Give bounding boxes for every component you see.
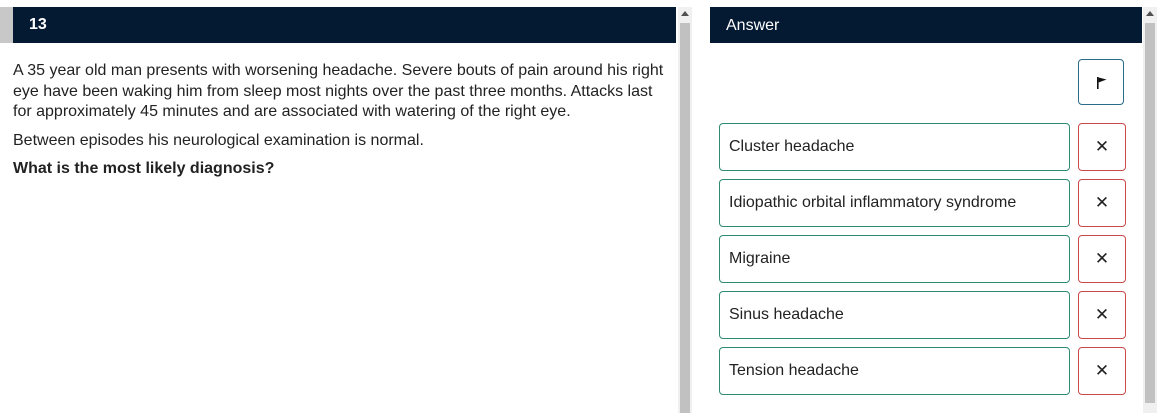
scroll-up-arrow-icon[interactable] [681,11,689,16]
option-label: Cluster headache [729,138,855,155]
close-icon: ✕ [1094,137,1110,156]
strike-option-button[interactable] [1078,347,1126,395]
close-icon: ✕ [1094,305,1110,324]
question-number: 13 [29,16,47,33]
scroll-up-arrow-icon[interactable] [1146,11,1154,16]
option-label: Migraine [729,250,791,267]
option-sinus-headache[interactable] [719,291,1070,339]
question-header [0,7,676,43]
question-prompt: What is the most likely diagnosis? [13,160,275,177]
option-label: Tension headache [729,362,859,379]
answer-title: Answer [726,17,780,34]
answer-scrollbar[interactable] [1143,7,1157,413]
header-stripe [0,7,13,43]
flag-button[interactable] [1078,59,1124,105]
close-icon: ✕ [1094,193,1110,212]
question-paragraph: Between episodes his neurological examination is normal. [13,131,424,149]
strike-option-button[interactable] [1078,179,1126,227]
option-label: Idiopathic orbital inflammatory syndrome [729,194,1017,211]
option-idiopathic-orbital-inflammatory-syndrome[interactable] [719,179,1070,227]
option-migraine[interactable] [719,235,1070,283]
scrollbar-thumb[interactable] [680,23,690,413]
strike-option-button[interactable] [1078,235,1126,283]
strike-option-button[interactable] [1078,291,1126,339]
question-paragraph: A 35 year old man presents with worsening headache. Severe bouts of pain around his right eye have been waking him from sleep most nights over the past three months. Attacks last for approximately 45 minutes and are associated with watering of the right eye. [13,62,664,120]
answer-header [710,7,1142,43]
scrollbar-thumb[interactable] [1145,23,1155,403]
option-label: Sinus headache [729,306,844,323]
close-icon: ✕ [1094,361,1110,380]
option-tension-headache[interactable] [719,347,1070,395]
close-icon: ✕ [1094,249,1110,268]
strike-option-button[interactable] [1078,123,1126,171]
option-cluster-headache[interactable] [719,123,1070,171]
question-scrollbar[interactable] [678,7,692,413]
flag-icon [1096,76,1108,90]
question-body [13,61,668,188]
